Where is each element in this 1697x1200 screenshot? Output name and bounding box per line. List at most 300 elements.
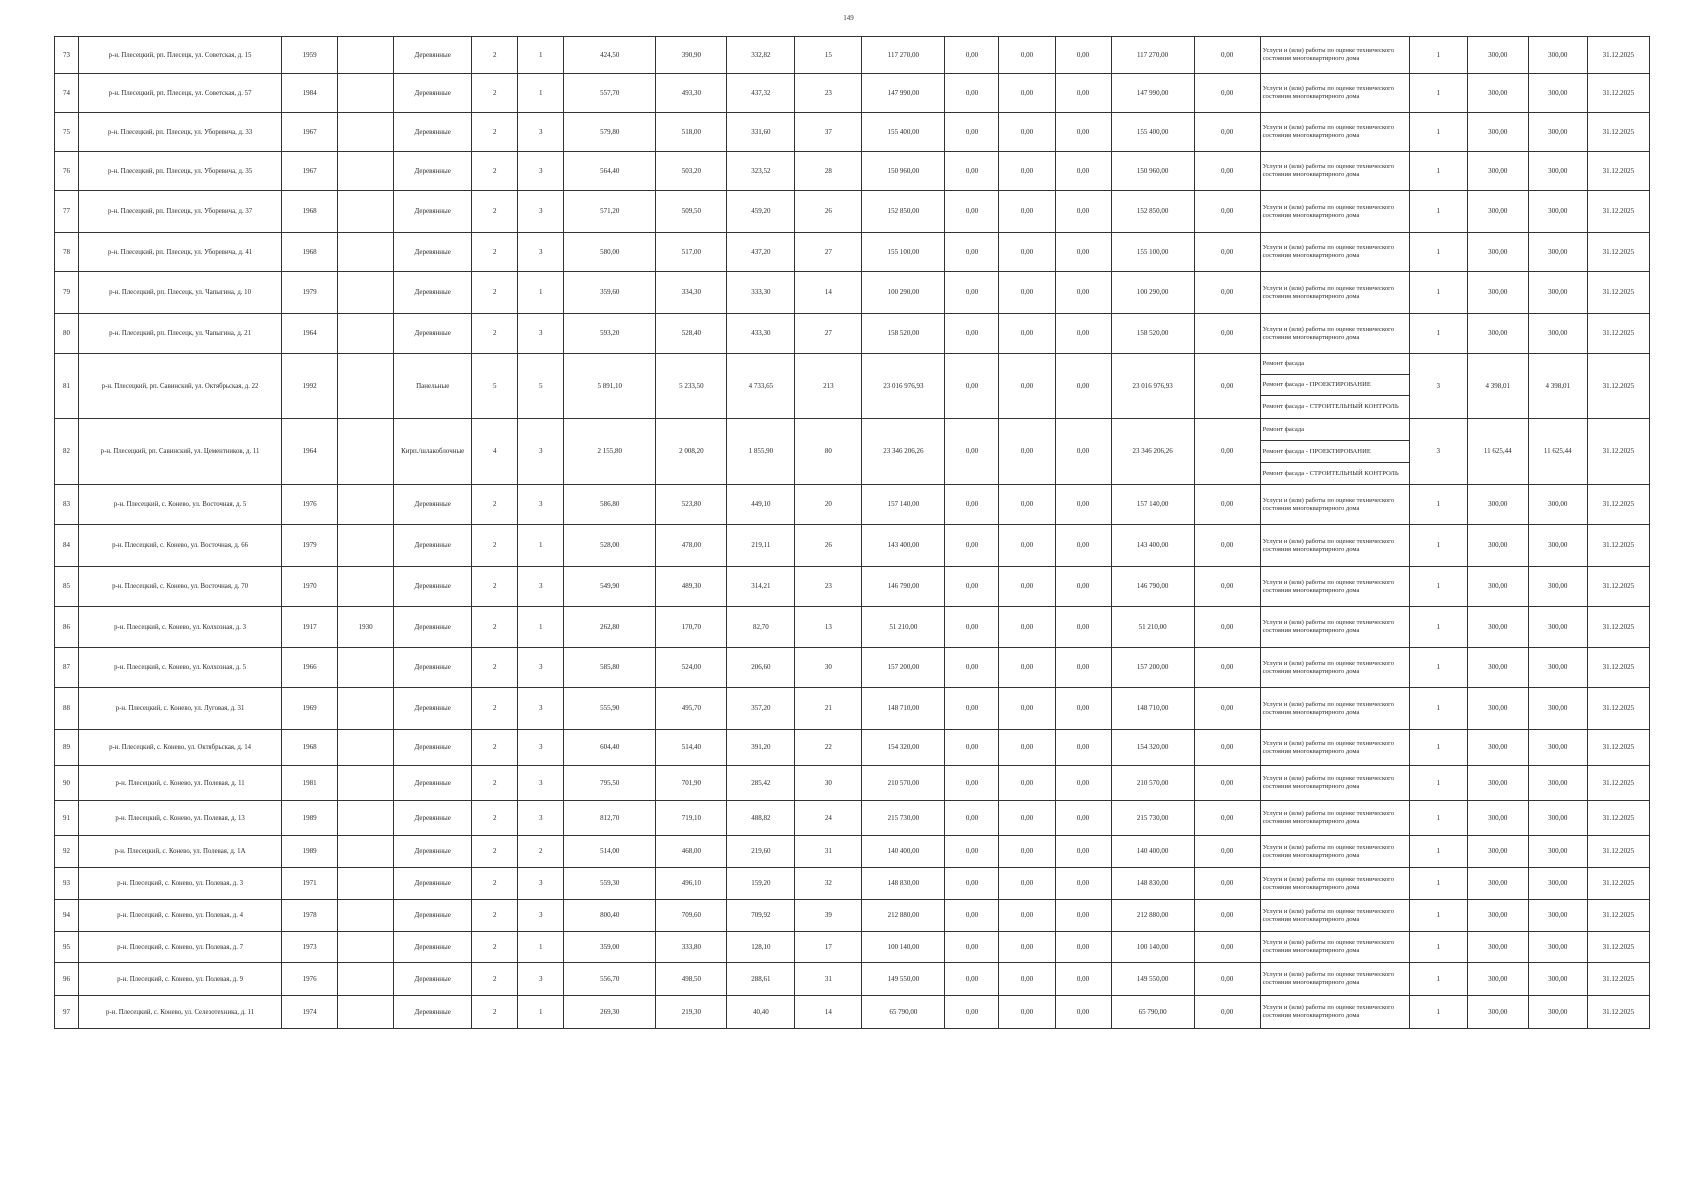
row-number: 77 bbox=[55, 191, 79, 233]
entrances-cell: 2 bbox=[518, 836, 564, 868]
entrances-cell: 1 bbox=[518, 932, 564, 963]
residential-area-cell: 4 733,65 bbox=[727, 354, 795, 419]
max-unit-cost-cell: 300,00 bbox=[1528, 963, 1587, 996]
year-reconstruction-cell bbox=[338, 233, 394, 272]
address-cell: р-н. Плесецкий, с. Конево, ул. Октябрьская, д. 14 bbox=[79, 730, 282, 766]
completion-date-cell: 31.12.2025 bbox=[1587, 567, 1649, 607]
entrances-cell: 3 bbox=[518, 314, 564, 354]
year-reconstruction-cell bbox=[338, 963, 394, 996]
year-reconstruction-cell bbox=[338, 314, 394, 354]
works-count-cell: 1 bbox=[1409, 525, 1467, 567]
other-funds-cell: 0,00 bbox=[1194, 419, 1260, 485]
unit-cost-cell: 300,00 bbox=[1467, 525, 1528, 567]
residents-cell: 80 bbox=[795, 419, 862, 485]
unit-cost-cell: 300,00 bbox=[1467, 233, 1528, 272]
other-funds-cell: 0,00 bbox=[1194, 152, 1260, 191]
total-area-cell: 514,00 bbox=[564, 836, 656, 868]
row-number: 73 bbox=[55, 37, 79, 74]
total-cost-cell: 154 320,00 bbox=[862, 730, 945, 766]
owners-funds-cell: 157 140,00 bbox=[1111, 485, 1194, 525]
works-count-cell: 1 bbox=[1409, 567, 1467, 607]
address-cell: р-н. Плесецкий, с. Конево, ул. Полевая, д. 13 bbox=[79, 801, 282, 836]
entrances-cell: 3 bbox=[518, 688, 564, 730]
residential-area-cell: 709,92 bbox=[727, 900, 795, 932]
other-funds-cell: 0,00 bbox=[1194, 730, 1260, 766]
local-budget-cell: 0,00 bbox=[1055, 963, 1111, 996]
address-cell: р-н. Плесецкий, с. Конево, ул. Полевая, д. 1А bbox=[79, 836, 282, 868]
address-cell: р-н. Плесецкий, рп. Плесецк, ул. Уборевича, д. 41 bbox=[79, 233, 282, 272]
regional-budget-cell: 0,00 bbox=[999, 354, 1055, 419]
total-cost-cell: 212 880,00 bbox=[862, 900, 945, 932]
owners-funds-cell: 154 320,00 bbox=[1111, 730, 1194, 766]
owners-funds-cell: 155 400,00 bbox=[1111, 113, 1194, 152]
year-reconstruction-cell bbox=[338, 191, 394, 233]
completion-date-cell: 31.12.2025 bbox=[1587, 932, 1649, 963]
floors-cell: 2 bbox=[472, 648, 518, 688]
address-cell: р-н. Плесецкий, с. Конево, ул. Полевая, д. 9 bbox=[79, 963, 282, 996]
completion-date-cell: 31.12.2025 bbox=[1587, 868, 1649, 900]
works-count-cell: 3 bbox=[1409, 354, 1467, 419]
premises-area-cell: 489,30 bbox=[656, 567, 727, 607]
premises-area-cell: 719,10 bbox=[656, 801, 727, 836]
premises-area-cell: 498,50 bbox=[656, 963, 727, 996]
wall-material-cell: Деревянные bbox=[394, 766, 472, 801]
works-cell: Услуги и (или) работы по оценке технического состояния многоквартирного дома bbox=[1260, 152, 1409, 191]
local-budget-cell: 0,00 bbox=[1055, 868, 1111, 900]
works-count-cell: 1 bbox=[1409, 730, 1467, 766]
works-count-cell: 1 bbox=[1409, 314, 1467, 354]
row-number: 84 bbox=[55, 525, 79, 567]
work-item: Ремонт фасада - СТРОИТЕЛЬНЫЙ КОНТРОЛЬ bbox=[1262, 469, 1399, 477]
works-cell bbox=[1260, 354, 1409, 419]
regional-budget-cell: 0,00 bbox=[999, 766, 1055, 801]
wall-material-cell: Деревянные bbox=[394, 801, 472, 836]
floors-cell: 2 bbox=[472, 314, 518, 354]
wall-material-cell: Деревянные bbox=[394, 233, 472, 272]
completion-date-cell: 31.12.2025 bbox=[1587, 996, 1649, 1029]
total-area-cell: 269,30 bbox=[564, 996, 656, 1029]
wall-material-cell: Деревянные bbox=[394, 648, 472, 688]
year-built-cell: 1969 bbox=[282, 688, 338, 730]
other-funds-cell: 0,00 bbox=[1194, 607, 1260, 648]
works-count-cell: 1 bbox=[1409, 485, 1467, 525]
residents-cell: 37 bbox=[795, 113, 862, 152]
address-cell: р-н. Плесецкий, с. Конево, ул. Колхозная, д. 5 bbox=[79, 648, 282, 688]
year-built-cell: 1973 bbox=[282, 932, 338, 963]
total-cost-cell: 23 346 206,26 bbox=[862, 419, 945, 485]
entrances-cell: 3 bbox=[518, 113, 564, 152]
address-cell: р-н. Плесецкий, рп. Плесецк, ул. Чапыгина, д. 21 bbox=[79, 314, 282, 354]
premises-area-cell: 523,80 bbox=[656, 485, 727, 525]
floors-cell: 2 bbox=[472, 766, 518, 801]
other-funds-cell: 0,00 bbox=[1194, 314, 1260, 354]
owners-funds-cell: 148 710,00 bbox=[1111, 688, 1194, 730]
fund-cell: 0,00 bbox=[945, 730, 999, 766]
table-row bbox=[55, 485, 1650, 525]
entrances-cell: 1 bbox=[518, 272, 564, 314]
table-row bbox=[55, 900, 1650, 932]
year-reconstruction-cell bbox=[338, 801, 394, 836]
address-cell: р-н. Плесецкий, с. Конево, ул. Луговая, д. 31 bbox=[79, 688, 282, 730]
total-cost-cell: 149 550,00 bbox=[862, 963, 945, 996]
regional-budget-cell: 0,00 bbox=[999, 272, 1055, 314]
row-number: 97 bbox=[55, 996, 79, 1029]
entrances-cell: 1 bbox=[518, 607, 564, 648]
max-unit-cost-cell: 300,00 bbox=[1528, 152, 1587, 191]
year-reconstruction-cell bbox=[338, 485, 394, 525]
owners-funds-cell: 215 730,00 bbox=[1111, 801, 1194, 836]
total-area-cell: 795,50 bbox=[564, 766, 656, 801]
total-cost-cell: 23 016 976,93 bbox=[862, 354, 945, 419]
total-area-cell: 359,60 bbox=[564, 272, 656, 314]
max-unit-cost-cell: 300,00 bbox=[1528, 607, 1587, 648]
works-count-cell: 1 bbox=[1409, 191, 1467, 233]
completion-date-cell: 31.12.2025 bbox=[1587, 836, 1649, 868]
residential-area-cell: 459,20 bbox=[727, 191, 795, 233]
completion-date-cell: 31.12.2025 bbox=[1587, 74, 1649, 113]
works-cell: Услуги и (или) работы по оценке технического состояния многоквартирного дома bbox=[1260, 900, 1409, 932]
owners-funds-cell: 210 570,00 bbox=[1111, 766, 1194, 801]
table-row bbox=[55, 801, 1650, 836]
completion-date-cell: 31.12.2025 bbox=[1587, 152, 1649, 191]
residential-area-cell: 82,70 bbox=[727, 607, 795, 648]
max-unit-cost-cell: 300,00 bbox=[1528, 272, 1587, 314]
fund-cell: 0,00 bbox=[945, 152, 999, 191]
total-area-cell: 579,80 bbox=[564, 113, 656, 152]
entrances-cell: 3 bbox=[518, 648, 564, 688]
unit-cost-cell: 300,00 bbox=[1467, 900, 1528, 932]
residential-area-cell: 40,40 bbox=[727, 996, 795, 1029]
works-cell: Услуги и (или) работы по оценке технического состояния многоквартирного дома bbox=[1260, 688, 1409, 730]
year-built-cell: 1970 bbox=[282, 567, 338, 607]
register-table bbox=[54, 36, 1650, 1029]
total-area-cell: 556,70 bbox=[564, 963, 656, 996]
owners-funds-cell: 117 270,00 bbox=[1111, 37, 1194, 74]
premises-area-cell: 478,00 bbox=[656, 525, 727, 567]
table-row bbox=[55, 152, 1650, 191]
regional-budget-cell: 0,00 bbox=[999, 37, 1055, 74]
premises-area-cell: 524,00 bbox=[656, 648, 727, 688]
wall-material-cell: Деревянные bbox=[394, 607, 472, 648]
floors-cell: 2 bbox=[472, 233, 518, 272]
address-cell: р-н. Плесецкий, рп. Плесецк, ул. Уборевича, д. 37 bbox=[79, 191, 282, 233]
table-row bbox=[55, 766, 1650, 801]
entrances-cell: 3 bbox=[518, 730, 564, 766]
unit-cost-cell: 300,00 bbox=[1467, 272, 1528, 314]
total-cost-cell: 147 990,00 bbox=[862, 74, 945, 113]
year-built-cell: 1992 bbox=[282, 354, 338, 419]
wall-material-cell: Деревянные bbox=[394, 152, 472, 191]
max-unit-cost-cell: 300,00 bbox=[1528, 766, 1587, 801]
row-number: 86 bbox=[55, 607, 79, 648]
total-area-cell: 549,90 bbox=[564, 567, 656, 607]
year-built-cell: 1967 bbox=[282, 152, 338, 191]
completion-date-cell: 31.12.2025 bbox=[1587, 37, 1649, 74]
unit-cost-cell: 300,00 bbox=[1467, 868, 1528, 900]
year-reconstruction-cell bbox=[338, 900, 394, 932]
work-item: Ремонт фасада - ПРОЕКТИРОВАНИЕ bbox=[1261, 375, 1409, 396]
regional-budget-cell: 0,00 bbox=[999, 963, 1055, 996]
max-unit-cost-cell: 300,00 bbox=[1528, 314, 1587, 354]
work-item: Ремонт фасада bbox=[1261, 354, 1409, 375]
fund-cell: 0,00 bbox=[945, 900, 999, 932]
row-number: 79 bbox=[55, 272, 79, 314]
floors-cell: 2 bbox=[472, 152, 518, 191]
premises-area-cell: 517,00 bbox=[656, 233, 727, 272]
local-budget-cell: 0,00 bbox=[1055, 932, 1111, 963]
local-budget-cell: 0,00 bbox=[1055, 766, 1111, 801]
address-cell: р-н. Плесецкий, с. Конево, ул. Восточная, д. 70 bbox=[79, 567, 282, 607]
register-table-body bbox=[55, 37, 1650, 1029]
wall-material-cell: Деревянные bbox=[394, 730, 472, 766]
max-unit-cost-cell: 300,00 bbox=[1528, 688, 1587, 730]
total-area-cell: 262,80 bbox=[564, 607, 656, 648]
completion-date-cell: 31.12.2025 bbox=[1587, 191, 1649, 233]
unit-cost-cell: 300,00 bbox=[1467, 37, 1528, 74]
total-cost-cell: 146 790,00 bbox=[862, 567, 945, 607]
residents-cell: 27 bbox=[795, 233, 862, 272]
unit-cost-cell: 300,00 bbox=[1467, 963, 1528, 996]
year-reconstruction-cell bbox=[338, 730, 394, 766]
wall-material-cell: Деревянные bbox=[394, 900, 472, 932]
max-unit-cost-cell: 300,00 bbox=[1528, 567, 1587, 607]
unit-cost-cell: 300,00 bbox=[1467, 801, 1528, 836]
owners-funds-cell: 157 200,00 bbox=[1111, 648, 1194, 688]
works-cell: Услуги и (или) работы по оценке технического состояния многоквартирного дома bbox=[1260, 801, 1409, 836]
year-built-cell: 1968 bbox=[282, 191, 338, 233]
residents-cell: 23 bbox=[795, 74, 862, 113]
total-cost-cell: 51 210,00 bbox=[862, 607, 945, 648]
other-funds-cell: 0,00 bbox=[1194, 766, 1260, 801]
other-funds-cell: 0,00 bbox=[1194, 113, 1260, 152]
other-funds-cell: 0,00 bbox=[1194, 272, 1260, 314]
residents-cell: 28 bbox=[795, 152, 862, 191]
max-unit-cost-cell: 300,00 bbox=[1528, 233, 1587, 272]
completion-date-cell: 31.12.2025 bbox=[1587, 801, 1649, 836]
fund-cell: 0,00 bbox=[945, 868, 999, 900]
other-funds-cell: 0,00 bbox=[1194, 801, 1260, 836]
regional-budget-cell: 0,00 bbox=[999, 900, 1055, 932]
works-cell: Услуги и (или) работы по оценке технического состояния многоквартирного дома bbox=[1260, 963, 1409, 996]
residential-area-cell: 332,82 bbox=[727, 37, 795, 74]
row-number: 85 bbox=[55, 567, 79, 607]
year-built-cell: 1978 bbox=[282, 900, 338, 932]
table-row bbox=[55, 525, 1650, 567]
fund-cell: 0,00 bbox=[945, 272, 999, 314]
works-count-cell: 1 bbox=[1409, 272, 1467, 314]
table-row bbox=[55, 191, 1650, 233]
residential-area-cell: 128,10 bbox=[727, 932, 795, 963]
table-row bbox=[55, 648, 1650, 688]
works-cell: Услуги и (или) работы по оценке технического состояния многоквартирного дома bbox=[1260, 525, 1409, 567]
fund-cell: 0,00 bbox=[945, 932, 999, 963]
row-number: 80 bbox=[55, 314, 79, 354]
entrances-cell: 3 bbox=[518, 963, 564, 996]
works-cell: Услуги и (или) работы по оценке технического состояния многоквартирного дома bbox=[1260, 567, 1409, 607]
total-area-cell: 585,80 bbox=[564, 648, 656, 688]
works-count-cell: 1 bbox=[1409, 868, 1467, 900]
local-budget-cell: 0,00 bbox=[1055, 485, 1111, 525]
max-unit-cost-cell: 300,00 bbox=[1528, 113, 1587, 152]
max-unit-cost-cell: 300,00 bbox=[1528, 932, 1587, 963]
other-funds-cell: 0,00 bbox=[1194, 688, 1260, 730]
table-row bbox=[55, 868, 1650, 900]
total-area-cell: 580,00 bbox=[564, 233, 656, 272]
year-built-cell: 1989 bbox=[282, 836, 338, 868]
fund-cell: 0,00 bbox=[945, 766, 999, 801]
total-cost-cell: 65 790,00 bbox=[862, 996, 945, 1029]
entrances-cell: 1 bbox=[518, 74, 564, 113]
total-cost-cell: 155 400,00 bbox=[862, 113, 945, 152]
other-funds-cell: 0,00 bbox=[1194, 567, 1260, 607]
total-area-cell: 424,50 bbox=[564, 37, 656, 74]
works-cell: Услуги и (или) работы по оценке технического состояния многоквартирного дома bbox=[1260, 868, 1409, 900]
residents-cell: 26 bbox=[795, 525, 862, 567]
regional-budget-cell: 0,00 bbox=[999, 233, 1055, 272]
address-cell: р-н. Плесецкий, рп. Плесецк, ул. Уборевича, д. 35 bbox=[79, 152, 282, 191]
works-count-cell: 1 bbox=[1409, 996, 1467, 1029]
other-funds-cell: 0,00 bbox=[1194, 648, 1260, 688]
max-unit-cost-cell: 11 625,44 bbox=[1528, 419, 1587, 485]
fund-cell: 0,00 bbox=[945, 354, 999, 419]
wall-material-cell: Кирп./шлакоблочные bbox=[394, 419, 472, 485]
completion-date-cell: 31.12.2025 bbox=[1587, 233, 1649, 272]
row-number: 76 bbox=[55, 152, 79, 191]
other-funds-cell: 0,00 bbox=[1194, 233, 1260, 272]
unit-cost-cell: 300,00 bbox=[1467, 485, 1528, 525]
row-number: 81 bbox=[55, 354, 79, 419]
other-funds-cell: 0,00 bbox=[1194, 932, 1260, 963]
residents-cell: 30 bbox=[795, 648, 862, 688]
regional-budget-cell: 0,00 bbox=[999, 191, 1055, 233]
completion-date-cell: 31.12.2025 bbox=[1587, 272, 1649, 314]
year-reconstruction-cell bbox=[338, 272, 394, 314]
year-reconstruction-cell bbox=[338, 37, 394, 74]
local-budget-cell: 0,00 bbox=[1055, 730, 1111, 766]
table-row bbox=[55, 74, 1650, 113]
table-row bbox=[55, 419, 1650, 485]
floors-cell: 2 bbox=[472, 272, 518, 314]
premises-area-cell: 390,90 bbox=[656, 37, 727, 74]
table-row bbox=[55, 996, 1650, 1029]
year-built-cell: 1971 bbox=[282, 868, 338, 900]
total-area-cell: 571,20 bbox=[564, 191, 656, 233]
residential-area-cell: 288,61 bbox=[727, 963, 795, 996]
year-built-cell: 1966 bbox=[282, 648, 338, 688]
row-number: 78 bbox=[55, 233, 79, 272]
other-funds-cell: 0,00 bbox=[1194, 485, 1260, 525]
row-number: 95 bbox=[55, 932, 79, 963]
works-cell: Услуги и (или) работы по оценке технического состояния многоквартирного дома bbox=[1260, 113, 1409, 152]
total-cost-cell: 100 140,00 bbox=[862, 932, 945, 963]
address-cell: р-н. Плесецкий, рп. Савинский, ул. Октябрьская, д. 22 bbox=[79, 354, 282, 419]
entrances-cell: 3 bbox=[518, 233, 564, 272]
table-row bbox=[55, 113, 1650, 152]
residents-cell: 39 bbox=[795, 900, 862, 932]
wall-material-cell: Деревянные bbox=[394, 567, 472, 607]
floors-cell: 2 bbox=[472, 607, 518, 648]
premises-area-cell: 528,40 bbox=[656, 314, 727, 354]
total-area-cell: 586,80 bbox=[564, 485, 656, 525]
floors-cell: 2 bbox=[472, 485, 518, 525]
works-cell bbox=[1260, 419, 1409, 485]
entrances-cell: 1 bbox=[518, 37, 564, 74]
residents-cell: 13 bbox=[795, 607, 862, 648]
regional-budget-cell: 0,00 bbox=[999, 113, 1055, 152]
fund-cell: 0,00 bbox=[945, 37, 999, 74]
fund-cell: 0,00 bbox=[945, 314, 999, 354]
residential-area-cell: 437,32 bbox=[727, 74, 795, 113]
other-funds-cell: 0,00 bbox=[1194, 74, 1260, 113]
owners-funds-cell: 147 990,00 bbox=[1111, 74, 1194, 113]
residents-cell: 31 bbox=[795, 963, 862, 996]
local-budget-cell: 0,00 bbox=[1055, 37, 1111, 74]
completion-date-cell: 31.12.2025 bbox=[1587, 485, 1649, 525]
year-reconstruction-cell bbox=[338, 113, 394, 152]
unit-cost-cell: 300,00 bbox=[1467, 607, 1528, 648]
address-cell: р-н. Плесецкий, рп. Плесецк, ул. Советская, д. 57 bbox=[79, 74, 282, 113]
works-count-cell: 3 bbox=[1409, 419, 1467, 485]
entrances-cell: 3 bbox=[518, 191, 564, 233]
residential-area-cell: 488,82 bbox=[727, 801, 795, 836]
page-number: 149 bbox=[843, 14, 854, 22]
total-area-cell: 2 155,80 bbox=[564, 419, 656, 485]
regional-budget-cell: 0,00 bbox=[999, 801, 1055, 836]
table-row bbox=[55, 688, 1650, 730]
unit-cost-cell: 300,00 bbox=[1467, 932, 1528, 963]
total-cost-cell: 210 570,00 bbox=[862, 766, 945, 801]
table-row bbox=[55, 354, 1650, 419]
completion-date-cell: 31.12.2025 bbox=[1587, 419, 1649, 485]
premises-area-cell: 709,60 bbox=[656, 900, 727, 932]
max-unit-cost-cell: 300,00 bbox=[1528, 525, 1587, 567]
owners-funds-cell: 51 210,00 bbox=[1111, 607, 1194, 648]
wall-material-cell: Панельные bbox=[394, 354, 472, 419]
address-cell: р-н. Плесецкий, рп. Плесецк, ул. Советская, д. 15 bbox=[79, 37, 282, 74]
work-item: Ремонт фасада bbox=[1261, 419, 1409, 441]
entrances-cell: 1 bbox=[518, 525, 564, 567]
address-cell: р-н. Плесецкий, с. Конево, ул. Полевая, д. 7 bbox=[79, 932, 282, 963]
regional-budget-cell: 0,00 bbox=[999, 152, 1055, 191]
works-cell: Услуги и (или) работы по оценке технического состояния многоквартирного дома bbox=[1260, 648, 1409, 688]
entrances-cell: 3 bbox=[518, 567, 564, 607]
table-row bbox=[55, 272, 1650, 314]
premises-area-cell: 468,00 bbox=[656, 836, 727, 868]
max-unit-cost-cell: 300,00 bbox=[1528, 996, 1587, 1029]
residents-cell: 30 bbox=[795, 766, 862, 801]
regional-budget-cell: 0,00 bbox=[999, 648, 1055, 688]
floors-cell: 2 bbox=[472, 963, 518, 996]
premises-area-cell: 701,90 bbox=[656, 766, 727, 801]
unit-cost-cell: 300,00 bbox=[1467, 191, 1528, 233]
owners-funds-cell: 150 960,00 bbox=[1111, 152, 1194, 191]
row-number: 83 bbox=[55, 485, 79, 525]
works-cell: Услуги и (или) работы по оценке технического состояния многоквартирного дома bbox=[1260, 233, 1409, 272]
wall-material-cell: Деревянные bbox=[394, 836, 472, 868]
address-cell: р-н. Плесецкий, с. Конево, ул. Полевая, д. 11 bbox=[79, 766, 282, 801]
local-budget-cell: 0,00 bbox=[1055, 354, 1111, 419]
max-unit-cost-cell: 300,00 bbox=[1528, 900, 1587, 932]
wall-material-cell: Деревянные bbox=[394, 485, 472, 525]
year-built-cell: 1976 bbox=[282, 485, 338, 525]
other-funds-cell: 0,00 bbox=[1194, 963, 1260, 996]
works-count-cell: 1 bbox=[1409, 836, 1467, 868]
total-area-cell: 604,40 bbox=[564, 730, 656, 766]
owners-funds-cell: 155 100,00 bbox=[1111, 233, 1194, 272]
premises-area-cell: 493,30 bbox=[656, 74, 727, 113]
entrances-cell: 1 bbox=[518, 996, 564, 1029]
row-number: 96 bbox=[55, 963, 79, 996]
